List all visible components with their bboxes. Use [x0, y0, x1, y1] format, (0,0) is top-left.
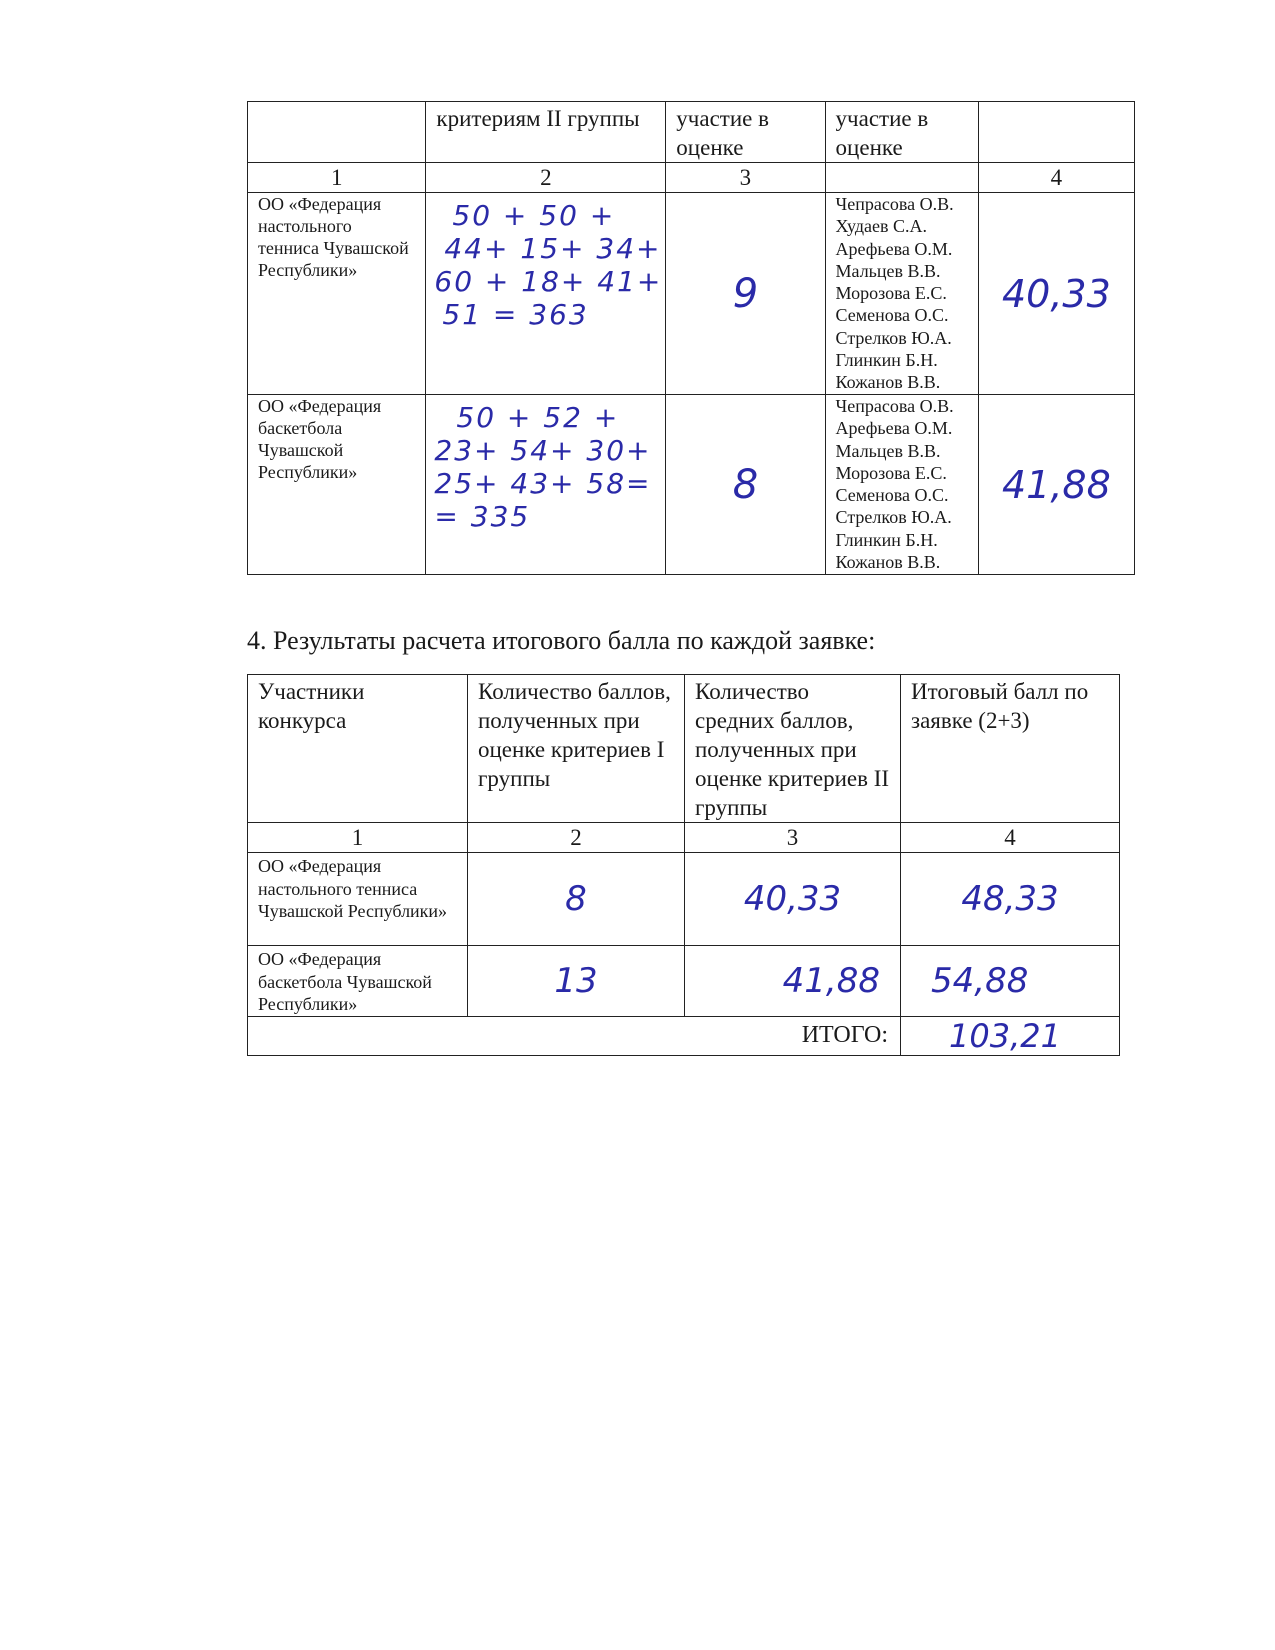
column-number: 2 [468, 823, 685, 853]
header-cell-4: участие в оценке [825, 102, 978, 163]
participant-name: ОО «Федерация настольного тенниса Чувашской Республики» [248, 853, 468, 946]
participant-name: ОО «Федерация баскетбола Чувашской Республики» [248, 946, 468, 1017]
total-label: ИТОГО: [248, 1016, 901, 1055]
criteria-group2-table [247, 101, 1135, 575]
final-score-table [247, 674, 1120, 1056]
handwritten-group1-score: 8 [468, 853, 685, 946]
column-number: 1 [248, 163, 426, 193]
header-cell-1 [248, 102, 426, 163]
column-number-row [248, 163, 1135, 193]
header-cell-group2: Количество средних баллов, полученных при оценке критериев II группы [685, 675, 901, 823]
handwritten-group1-score: 13 [468, 946, 685, 1017]
column-number: 3 [666, 163, 825, 193]
table-row [248, 946, 1120, 1017]
handwritten-total-score: 54,88 [901, 946, 1120, 1017]
column-number: 4 [901, 823, 1120, 853]
header-cell-3: участие в оценке [666, 102, 825, 163]
handwritten-grand-total: 103,21 [901, 1016, 1120, 1055]
participant-name: ОО «Федерация баскетбола Чувашской Республики» [248, 395, 426, 575]
column-number: 1 [248, 823, 468, 853]
handwritten-total-score: 48,33 [901, 853, 1120, 946]
participant-name: ОО «Федерация настольного тенниса Чувашской Республики» [248, 193, 426, 395]
expert-list: Чепрасова О.В. Худаев С.А. Арефьева О.М. Мальцев В.В. Морозова Е.С. Семенова О.С. Стрелков Ю.А. Глинкин Б.Н. Кожанов В.В. [825, 193, 978, 395]
handwritten-group2-score: 41,88 [685, 946, 901, 1017]
header-cell-2: критериям II группы [426, 102, 666, 163]
table-row [248, 193, 1135, 395]
handwritten-group2-score: 40,33 [685, 853, 901, 946]
handwritten-expert-count: 9 [666, 193, 825, 395]
section-heading: 4. Результаты расчета итогового балла по каждой заявке: [247, 626, 876, 655]
table-row [248, 853, 1120, 946]
table-row [248, 395, 1135, 575]
column-number: 2 [426, 163, 666, 193]
header-cell-5 [978, 102, 1134, 163]
header-cell-group1: Количество баллов, полученных при оценке критериев I группы [468, 675, 685, 823]
column-number-row [248, 823, 1120, 853]
column-number: 4 [978, 163, 1134, 193]
expert-list: Чепрасова О.В. Арефьева О.М. Мальцев В.В. Морозова Е.С. Семенова О.С. Стрелков Ю.А. Глинкин Б.Н. Кожанов В.В. [825, 395, 978, 575]
handwritten-average-score: 40,33 [978, 193, 1134, 395]
header-cell-total: Итоговый балл по заявке (2+3) [901, 675, 1120, 823]
total-row [248, 1016, 1120, 1055]
handwritten-score-sum: 50 + 52 + 23+ 54+ 30+ 25+ 43+ 58= = 335 [426, 395, 666, 575]
column-number [825, 163, 978, 193]
handwritten-score-sum: 50 + 50 + 44+ 15+ 34+ 60 + 18+ 41+ 51 = 363 [426, 193, 666, 395]
handwritten-expert-count: 8 [666, 395, 825, 575]
column-number: 3 [685, 823, 901, 853]
table-header-row [248, 102, 1135, 163]
table-header-row [248, 675, 1120, 823]
header-cell-participants: Участники конкурса [248, 675, 468, 823]
handwritten-average-score: 41,88 [978, 395, 1134, 575]
